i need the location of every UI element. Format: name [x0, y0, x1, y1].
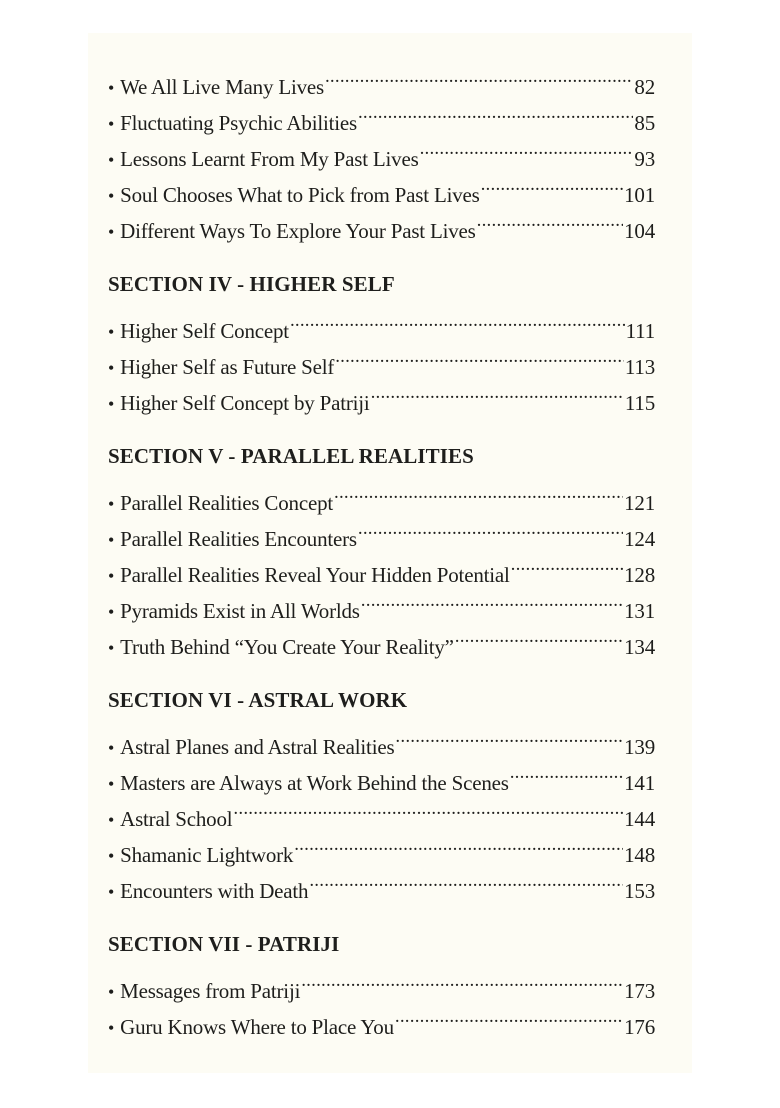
toc-entry-page: 153 [624, 879, 655, 903]
bullet-icon: • [108, 494, 115, 514]
toc-entry-page: 141 [624, 771, 655, 795]
toc-entry-title: Higher Self Concept [120, 319, 289, 343]
dot-leader [335, 338, 624, 374]
dot-leader [481, 166, 623, 202]
toc-entry-page: 101 [624, 183, 655, 207]
bullet-icon: • [108, 186, 115, 206]
toc-entry-title: Pyramids Exist in All Worlds [120, 599, 360, 623]
toc-entry-page: 113 [624, 355, 655, 379]
toc-entry-page: 104 [624, 219, 655, 243]
toc-section-astral-work [108, 682, 655, 903]
dot-leader [334, 474, 623, 510]
bullet-icon: • [108, 810, 115, 830]
toc-entry-page: 121 [624, 491, 655, 515]
dot-leader [325, 58, 633, 94]
toc-entry[interactable] [108, 718, 655, 759]
toc-entry-title: We All Live Many Lives [120, 75, 324, 99]
bullet-icon: • [108, 222, 115, 242]
toc-entry-title: Astral Planes and Astral Realities [120, 735, 395, 759]
toc-entry-page: 148 [624, 843, 655, 867]
toc-entry-title: Shamanic Lightwork [120, 843, 294, 867]
toc-entry[interactable] [108, 962, 655, 1003]
bullet-icon: • [108, 358, 115, 378]
dot-leader [361, 582, 623, 618]
toc-entry-title: Soul Chooses What to Pick from Past Lives [120, 183, 480, 207]
toc-entry-title: Parallel Realities Reveal Your Hidden Potential [120, 563, 510, 587]
dot-leader [358, 94, 633, 130]
dot-leader [301, 962, 623, 998]
bullet-icon: • [108, 114, 115, 134]
toc-entry-title: Masters are Always at Work Behind the Scenes [120, 771, 509, 795]
toc-entry-page: 131 [624, 599, 655, 623]
section-heading[interactable]: SECTION V - PARALLEL REALITIES [108, 444, 474, 468]
toc-entry-page: 111 [625, 319, 655, 343]
toc-continued-section [108, 58, 655, 243]
dot-leader [395, 718, 623, 754]
bullet-icon: • [108, 150, 115, 170]
bullet-icon: • [108, 322, 115, 342]
bullet-icon: • [108, 566, 115, 586]
toc-entry-page: 134 [624, 635, 655, 659]
toc-entry-title: Astral School [120, 807, 233, 831]
dot-leader [395, 998, 623, 1034]
toc-entry-page: 176 [624, 1015, 655, 1039]
bullet-icon: • [108, 882, 115, 902]
toc-entry-title: Truth Behind “You Create Your Reality” [120, 635, 454, 659]
dot-leader [455, 618, 623, 654]
toc-entry-title: Different Ways To Explore Your Past Lives [120, 219, 476, 243]
toc-entry-page: 82 [634, 75, 655, 99]
toc-entry-page: 139 [624, 735, 655, 759]
bullet-icon: • [108, 738, 115, 758]
toc-entry-page: 144 [624, 807, 655, 831]
toc-entry-title: Messages from Patriji [120, 979, 301, 1003]
bullet-icon: • [108, 602, 115, 622]
toc-entry[interactable] [108, 474, 655, 515]
toc-entry-page: 93 [634, 147, 655, 171]
dot-leader [358, 510, 623, 546]
toc-entry-title: Higher Self as Future Self [120, 355, 335, 379]
toc-entry-title: Encounters with Death [120, 879, 309, 903]
toc-entry[interactable] [108, 58, 655, 99]
toc-entry-title: Fluctuating Psychic Abilities [120, 111, 357, 135]
toc-section-higher-self [108, 266, 655, 415]
toc-section-parallel-realities [108, 438, 655, 659]
toc-entry[interactable] [108, 302, 655, 343]
toc-entry-page: 85 [634, 111, 655, 135]
bullet-icon: • [108, 982, 115, 1002]
bullet-icon: • [108, 78, 115, 98]
bullet-icon: • [108, 1018, 115, 1038]
toc-entry-title: Guru Knows Where to Place You [120, 1015, 394, 1039]
bullet-icon: • [108, 846, 115, 866]
bullet-icon: • [108, 530, 115, 550]
dot-leader [420, 130, 634, 166]
dot-leader [371, 374, 624, 410]
section-heading[interactable]: SECTION VII - PATRIJI [108, 932, 340, 956]
section-heading[interactable]: SECTION VI - ASTRAL WORK [108, 688, 408, 712]
bullet-icon: • [108, 638, 115, 658]
toc-entry-title: Lessons Learnt From My Past Lives [120, 147, 419, 171]
toc-section-patriji [108, 926, 655, 1039]
dot-leader [294, 826, 623, 862]
bullet-icon: • [108, 394, 115, 414]
table-of-contents [108, 58, 655, 1039]
section-heading[interactable]: SECTION IV - HIGHER SELF [108, 272, 395, 296]
dot-leader [510, 754, 623, 790]
dot-leader [511, 546, 623, 582]
bullet-icon: • [108, 774, 115, 794]
dot-leader [290, 302, 625, 338]
dot-leader [233, 790, 623, 826]
toc-entry-page: 115 [624, 391, 655, 415]
toc-entry-title: Parallel Realities Concept [120, 491, 334, 515]
toc-entry-title: Parallel Realities Encounters [120, 527, 357, 551]
dot-leader [477, 202, 623, 238]
toc-entry-page: 173 [624, 979, 655, 1003]
dot-leader [309, 862, 623, 898]
toc-entry-page: 124 [624, 527, 655, 551]
toc-entry-title: Higher Self Concept by Patriji [120, 391, 370, 415]
toc-entry-page: 128 [624, 563, 655, 587]
book-page [88, 33, 692, 1073]
